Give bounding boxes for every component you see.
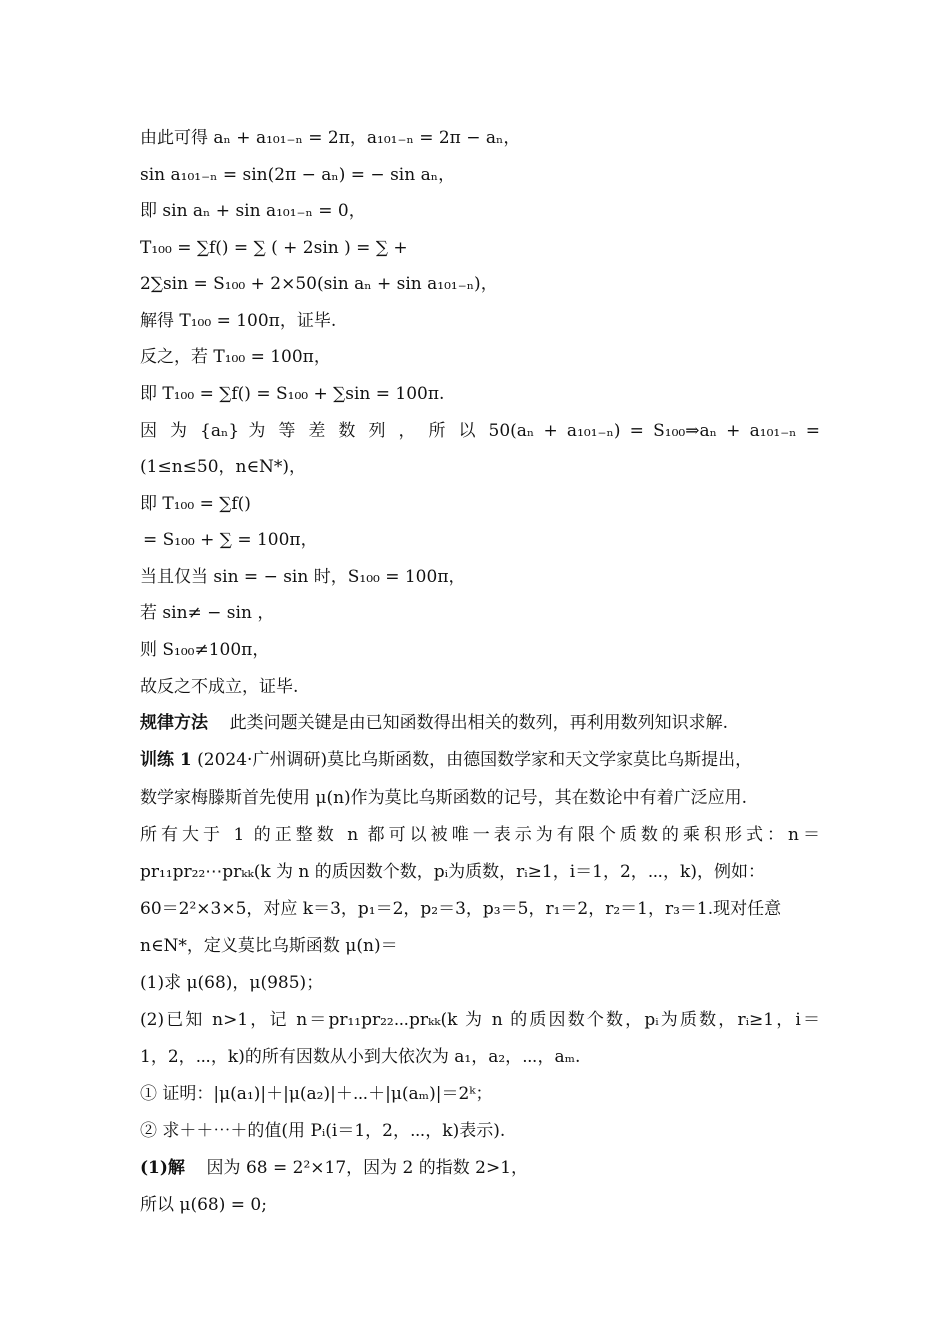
solution-text: 因为 68 = 2²×17，因为 2 的指数 2>1，: [206, 1158, 529, 1178]
rule-method: [140, 711, 820, 735]
exercise-label: 训练 1: [140, 750, 192, 770]
exercise-text: (2024·广州调研)莫比乌斯函数，由德国数学家和天文学家莫比乌斯提出，: [197, 750, 753, 770]
exercise-line: n∈N*，定义莫比乌斯函数 μ(n)＝: [140, 936, 398, 956]
exercise-line: 所有大于 1 的正整数 n 都可以被唯一表示为有限个质数的乘积形式：n＝: [140, 825, 820, 845]
text-line: 则 S₁₀₀≠100π，: [140, 640, 270, 660]
exercise-line: (1)求 μ(68)，μ(985)；: [140, 973, 324, 993]
exercise-line: 60＝2²×3×5，对应 k＝3，p₁＝2，p₂＝3，p₃＝5，r₁＝2，r₂＝1，r₃＝1.现对任意: [140, 899, 782, 919]
solution-label: (1)解: [140, 1158, 185, 1178]
text-line: sin a₁₀₁₋ₙ = sin(2π − aₙ) = − sin aₙ，: [140, 165, 456, 185]
text-line: T₁₀₀ = ∑f() = ∑ ( + 2sin ) = ∑ +: [140, 238, 408, 258]
rule-text: 此类问题关键是由已知函数得出相关的数列，再利用数列知识求解.: [229, 713, 729, 733]
text-line: 2∑sin = S₁₀₀ + 2×50(sin aₙ + sin a₁₀₁₋ₙ)，: [140, 274, 498, 294]
text-line: (1≤n≤50，n∈N*)，: [140, 457, 307, 477]
text-line: 当且仅当 sin = − sin 时，S₁₀₀ = 100π，: [140, 567, 466, 587]
exercise-line: 数学家梅滕斯首先使用 μ(n)作为莫比乌斯函数的记号，其在数论中有着广泛应用.: [140, 788, 748, 808]
exercise-line: ① 证明：|μ(a₁)|＋|μ(a₂)|＋⋯＋|μ(aₘ)|＝2ᵏ；: [140, 1084, 493, 1104]
text-line: 反之，若 T₁₀₀ = 100π，: [140, 347, 331, 367]
solution-line: [140, 1156, 820, 1180]
exercise-line: (2)已知 n>1，记 n＝pr₁₁pr₂₂⋯prₖₖ(k 为 n 的质因数个数，pᵢ为质数，rᵢ≥1，i＝: [140, 1010, 820, 1030]
text-line: 即 T₁₀₀ = ∑f() = S₁₀₀ + ∑sin = 100π.: [140, 384, 445, 404]
text-line: 若 sin≠ − sin ，: [140, 603, 275, 623]
text-line: 即 T₁₀₀ = ∑f(): [140, 494, 251, 514]
text-line: 解得 T₁₀₀ = 100π，证毕.: [140, 311, 337, 331]
solution-line-2: 所以 μ(68) = 0;: [140, 1195, 267, 1215]
text-line: 即 sin aₙ + sin a₁₀₁₋ₙ = 0，: [140, 201, 366, 221]
text-line: 故反之不成立，证毕.: [140, 677, 299, 697]
exercise-line: ② 求＋＋⋯＋的值(用 Pᵢ(i＝1，2，⋯，k)表示).: [140, 1121, 506, 1141]
text-line: = S₁₀₀ + ∑ = 100π，: [143, 530, 318, 550]
text-line: 由此可得 aₙ + a₁₀₁₋ₙ = 2π，a₁₀₁₋ₙ = 2π − aₙ，: [140, 128, 521, 148]
text-line: 因 为 {aₙ} 为 等 差 数 列 ， 所 以 50(aₙ + a₁₀₁₋ₙ) = S₁₀₀⇒aₙ + a₁₀₁₋ₙ =: [140, 421, 820, 441]
rule-label: 规律方法: [140, 713, 208, 733]
exercise-line: 1，2，⋯，k)的所有因数从小到大依次为 a₁，a₂，⋯，aₘ.: [140, 1047, 581, 1067]
exercise-line: pr₁₁pr₂₂⋯prₖₖ(k 为 n 的质因数个数，pᵢ为质数，rᵢ≥1，i＝1，2，⋯，k)，例如：: [140, 862, 765, 882]
exercise-header: [140, 748, 820, 772]
